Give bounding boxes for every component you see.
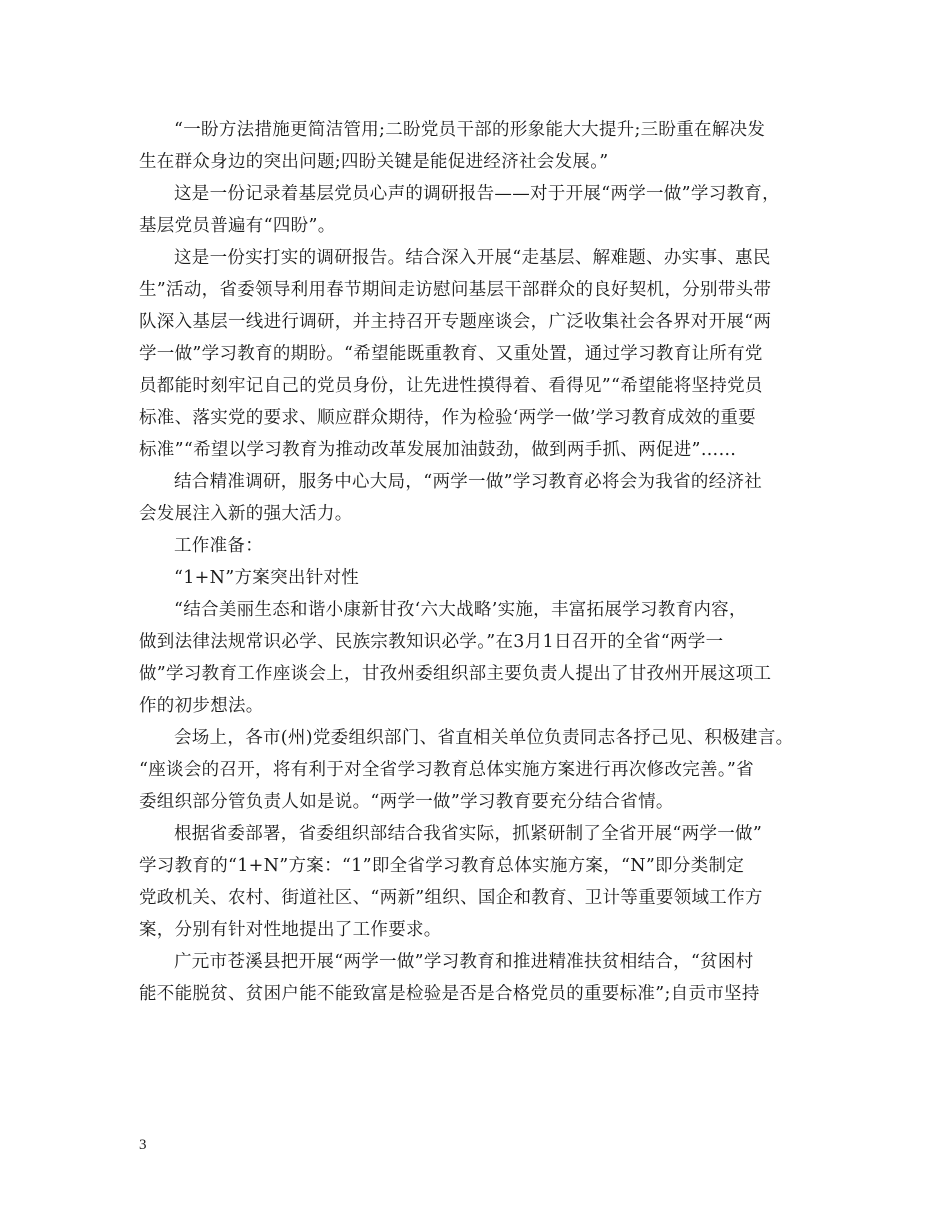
text-line: 队深入基层一线进行调研，并主持召开专题座谈会，广泛收集社会各界对开展“两 [139, 312, 772, 332]
text-line: 学习教育的“1+N”方案：“1”即全省学习教育总体实施方案，“N”即分类制定 [139, 856, 745, 876]
text-line: “座谈会的召开，将有利于对全省学习教育总体实施方案进行再次修改完善。”省 [139, 760, 754, 780]
paragraph [139, 594, 814, 722]
section-heading [139, 530, 814, 562]
text-line: 标准”“希望以学习教育为推动改革发展加油鼓劲，做到两手抓、两促进”…… [139, 440, 737, 460]
subsection-heading [139, 562, 814, 594]
text-line: 作的初步想法。 [139, 696, 264, 716]
text-line: 广元市苍溪县把开展“两学一做”学习教育和推进精准扶贫相结合，“贫困村 [174, 952, 754, 972]
text-line: 会发展注入新的强大活力。 [139, 504, 353, 524]
text-line: 这是一份实打实的调研报告。结合深入开展“走基层、解难题、办实事、惠民 [174, 248, 771, 268]
paragraph [139, 242, 814, 466]
text-line: 做”学习教育工作座谈会上，甘孜州委组织部主要负责人提出了甘孜州开展这项工 [139, 664, 772, 684]
text-line: 工作准备： [174, 536, 263, 556]
text-line: 基层党员普遍有“四盼”。 [139, 216, 336, 236]
document-body [139, 114, 814, 1010]
text-line: 能不能脱贫、贫困户能不能致富是检验是否是合格党员的重要标准”;自贡市坚持 [139, 984, 760, 1004]
paragraph [139, 946, 814, 1010]
text-line: “结合美丽生态和谐小康新甘孜‘六大战略’实施，丰富拓展学习教育内容， [174, 600, 747, 620]
text-line: 会场上，各市(州)党委组织部门、省直相关单位负责同志各抒己见、积极建言。 [174, 728, 794, 748]
text-line: 学一做”学习教育的期盼。“希望能既重教育、又重处置，通过学习教育让所有党 [139, 344, 763, 364]
text-line: 根据省委部署，省委组织部结合我省实际，抓紧研制了全省开展“两学一做” [174, 824, 763, 844]
text-line: 做到法律法规常识必学、民族宗教知识必学。”在3月1日召开的全省“两学一 [139, 632, 724, 652]
paragraph [139, 114, 814, 178]
text-line: 委组织部分管负责人如是说。“两学一做”学习教育要充分结合省情。 [139, 792, 674, 812]
text-line: “1+N”方案突出针对性 [174, 568, 360, 588]
text-line: 标准、落实党的要求、顺应群众期待，作为检验‘两学一做’学习教育成效的重要 [139, 408, 756, 428]
text-line: 员都能时刻牢记自己的党员身份，让先进性摸得着、看得见”“希望能将坚持党员 [139, 376, 763, 396]
page-number: 3 [139, 1137, 147, 1153]
paragraph [139, 722, 814, 818]
paragraph [139, 818, 814, 946]
text-line: 生在群众身边的突出问题;四盼关键是能促进经济社会发展。” [139, 152, 609, 172]
text-line: 党政机关、农村、街道社区、“两新”组织、国企和教育、卫计等重要领域工作方 [139, 888, 763, 908]
paragraph [139, 178, 814, 242]
text-line: 结合精准调研，服务中心大局，“两学一做”学习教育必将会为我省的经济社 [174, 472, 763, 492]
text-line: 生”活动，省委领导利用春节期间走访慰问基层干部群众的良好契机，分别带头带 [139, 280, 772, 300]
text-line: 这是一份记录着基层党员心声的调研报告——对于开展“两学一做”学习教育， [174, 184, 780, 204]
text-line: 案，分别有针对性地提出了工作要求。 [139, 920, 442, 940]
paragraph [139, 466, 814, 530]
text-line: “一盼方法措施更简洁管用;二盼党员干部的形象能大大提升;三盼重在解决发 [174, 120, 766, 140]
